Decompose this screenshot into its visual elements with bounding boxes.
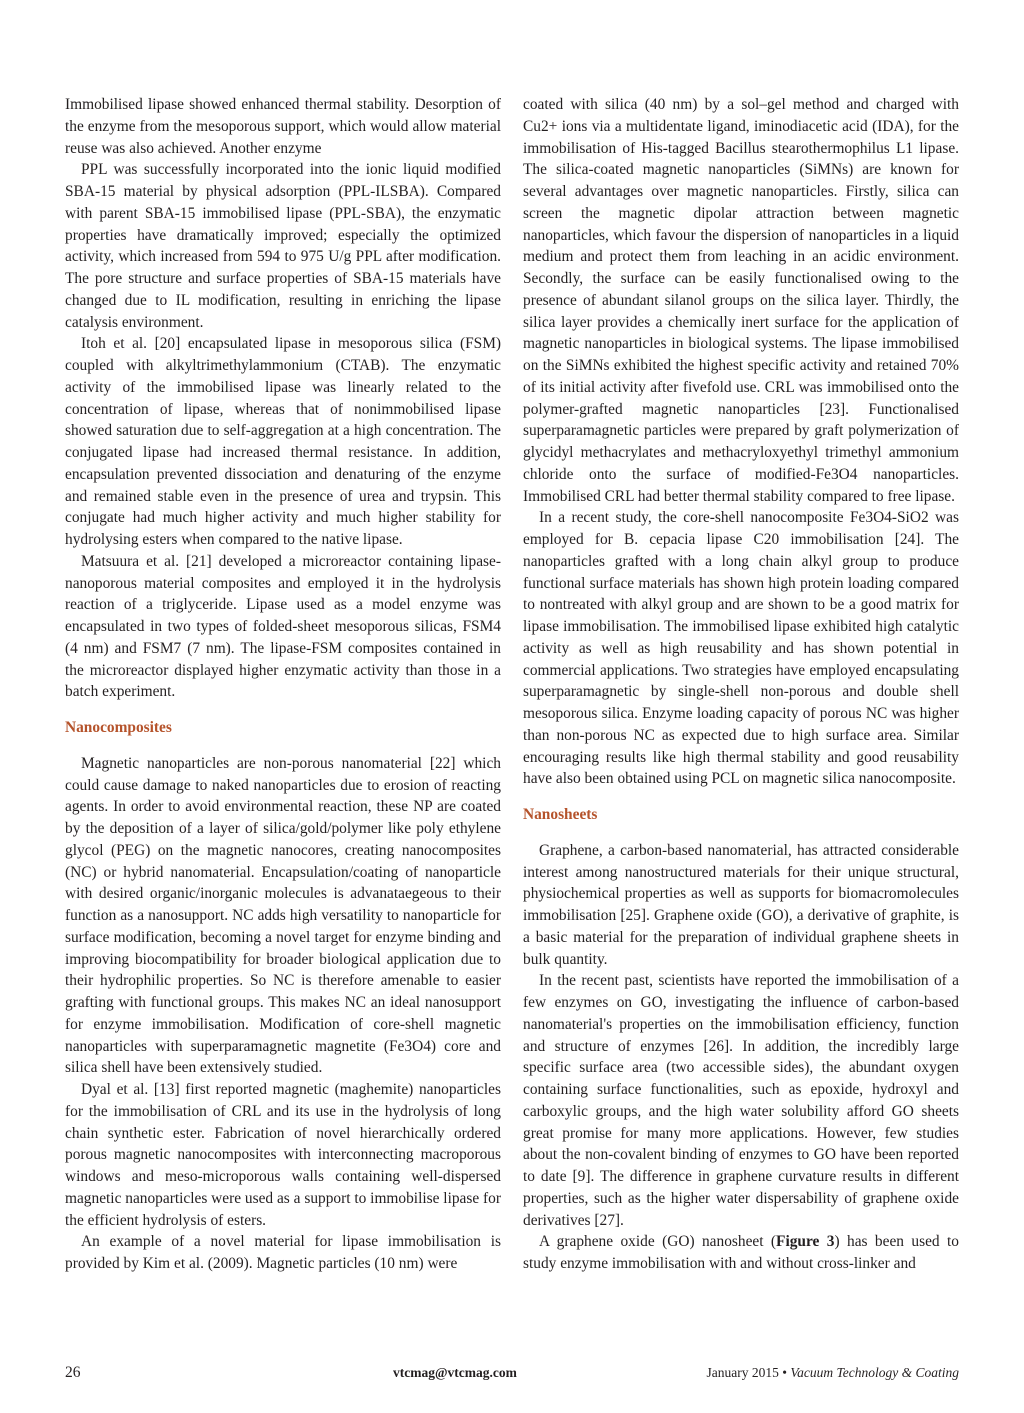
body-paragraph: Graphene, a carbon-based nanomaterial, has attracted considerable interest among nanostructured materials for their unique structural, physiochemical properties as well as supports for biomacromolecules immobilisation [25]. Graphene oxide (GO), a derivative of graphite, is a basic material for the preparation of individual graphene sheets in bulk quantity. <box>523 841 959 968</box>
body-paragraph: An example of a novel material for lipase immobilisation is provided by Kim et al. (2009). Magnetic particles (10 nm) were <box>65 1233 501 1272</box>
body-paragraph: Immobilised lipase showed enhanced thermal stability. Desorption of the enzyme from the mesoporous support, which would allow material reuse was also achieved. Another enzyme <box>65 96 501 157</box>
body-paragraph: In the recent past, scientists have reported the immobilisation of a few enzymes on GO, investigating the influence of carbon-based nanomaterial's properties on the immobilisation efficiency, function and structure of enzymes [26]. In addition, the incredibly large specific surface area (two accessible sides), the abundant oxygen containing surface functionalities, such as epoxide, hydroxyl and carboxylic groups, and the high water solubility afford GO sheets great promise for many more applications. However, few studies about the non-covalent binding of enzymes to GO have been reported to date [9]. The difference in graphene curvature results in different properties, such as the higher water dispersability of graphene oxide derivatives [27]. <box>523 972 959 1229</box>
body-paragraph: Dyal et al. [13] first reported magnetic (maghemite) nanoparticles for the immobilisation of CRL and its use in the hydrolysis of long chain synthetic ester. Fabrication of novel hierarchically ordered porous magnetic nanocomposites with interconnecting macroporous windows and meso-microporous walls containing well-dispersed magnetic nanoparticles were used as a support to immobilise lipase for the efficient hydrolysis of esters. <box>65 1081 501 1229</box>
right-column <box>523 94 959 1275</box>
body-paragraph: In a recent study, the core-shell nanocomposite Fe3O4-SiO2 was employed for B. cepacia lipase C20 immobilisation [24]. The nanoparticles grafted with a long chain alkyl group to produce functional surface materials has shown high protein loading compared to nontreated with alkyl group and are shown to be a good matrix for lipase immobilisation. The immobilised lipase exhibited high catalytic activity as well as high reusability and has shown potential in commercial applications. Two strategies have employed encapsulating superparamagnetic by single-shell non-porous and double shell mesoporous silica. Enzyme loading capacity of porous NC was higher than non-porous NC as expected due to high surface area. Similar encouraging results like high thermal stability and good reusability have also been obtained using PCL on magnetic silica nanocomposite. <box>523 509 959 788</box>
body-paragraph: Matsuura et al. [21] developed a microreactor containing lipase-nanoporous material composites and employed it in the hydrolysis reaction of a triglyceride. Lipase used as a model enzyme was encapsulated in two types of folded-sheet mesoporous silicas, FSM4 (4 nm) and FSM7 (7 nm). The lipase-FSM composites contained in the microreactor displayed higher enzymatic activity than those in a batch experiment. <box>65 552 501 701</box>
figure-reference[interactable]: Figure 3 <box>776 1233 835 1251</box>
body-paragraph: Itoh et al. [20] encapsulated lipase in mesoporous silica (FSM) coupled with alkyltrimethylammonium (CTAB). The enzymatic activity of the immobilised lipase was linearly related to the concentration of lipase, whereas that of nonimmobilised lipase showed saturation due to self-aggregation at a high concentration. The conjugated lipase had increased thermal resistance. In addition, encapsulation prevented dissociation and denaturing of the enzyme and remained stable even in the presence of urea and trypsin. This conjugate had much higher activity and much higher stability for hydrolysing esters when compared to the native lipase. <box>65 335 501 548</box>
page-number: 26 <box>65 1364 81 1381</box>
body-paragraph: coated with silica (40 nm) by a sol–gel method and charged with Cu2+ ions via a multidentate ligand, iminodiacetic acid (IDA), for the immobilisation of His-tagged Bacillus stearothermophilus L1 lipase. The silica-coated magnetic nanoparticles (SiMNs) are known for several advantages over magnetic nanoparticles. Firstly, silica can screen the magnetic dipolar attraction between magnetic nanoparticles, which favour the dispersion of nanoparticles in a liquid medium and protect them from leaching in an acidic environment. Secondly, the surface can be easily functionalised owing to the presence of abundant silanol groups on the silica layer. Thirdly, the silica layer provides a chemically inert surface for the application of magnetic nanoparticles in biological systems. The lipase immobilised on the SiMNs exhibited the highest specific activity and retained 70% of its initial activity after fivefold use. CRL was immobilised onto the polymer-grafted magnetic nanoparticles [23]. Functionalised superparamagnetic particles were prepared by graft polymerization of glycidyl methacrylates and methacryloxyethyl trimethyl ammonium chloride onto the surface of modified-Fe3O4 nanoparticles. Immobilised CRL had better thermal stability compared to free lipase. <box>523 96 959 505</box>
issue-info <box>707 1365 959 1381</box>
left-column <box>65 94 501 1275</box>
issue-date: January 2015 <box>706 1365 779 1380</box>
body-paragraph: PPL was successfully incorporated into the ionic liquid modified SBA-15 material by physical adsorption (PPL-ILSBA). Compared with parent SBA-15 immobilised lipase (PPL-SBA), the enzymatic properties have dramatically improved; especially the optimized activity, which increased from 594 to 975 U/g PPL after modification. The pore structure and surface properties of SBA-15 materials have changed due to IL modification, resulting in enriching the lipase catalysis environment. <box>65 161 501 331</box>
journal-title: Vacuum Technology & Coating <box>790 1365 959 1380</box>
contact-email[interactable]: vtcmag@vtcmag.com <box>393 1365 517 1380</box>
body-paragraph <box>523 1231 959 1275</box>
page-footer <box>65 1364 959 1386</box>
text-span: ) has been used to study enzyme immobilisation with and without cross-linker and <box>523 1233 959 1272</box>
text-span: A graphene oxide (GO) nanosheet ( <box>539 1233 777 1251</box>
bullet-separator: • <box>782 1365 787 1380</box>
body-paragraph: Magnetic nanoparticles are non-porous nanomaterial [22] which could cause damage to naked nanoparticles due to erosion of reacting agents. In order to avoid environmental reaction, these NP are coated by the deposition of a layer of silica/gold/polymer like poly ethylene glycol (PEG) on the magnetic nanocores, creating nanocomposites (NC) or hybrid nanomaterial. Encapsulation/coating of nanoparticle with desired organic/inorganic molecules is advanataegeous to their function as a nanosupport. NC adds high versatility to nanoparticle for surface modification, becoming a novel target for enzyme binding and improving biocompatibility for broader biological application due to their hydrophilic properties. So NC is therefore amenable to easier grafting with functional groups. This makes NC an ideal nanosupport for enzyme immobilisation. Modification of core-shell magnetic nanoparticles with superparamagnetic magnetite (Fe3O4) core and silica shell have been extensively studied. <box>65 754 501 1077</box>
section-heading-nanocomposites: Nanocomposites <box>65 719 172 736</box>
section-heading-nanosheets: Nanosheets <box>523 806 598 823</box>
